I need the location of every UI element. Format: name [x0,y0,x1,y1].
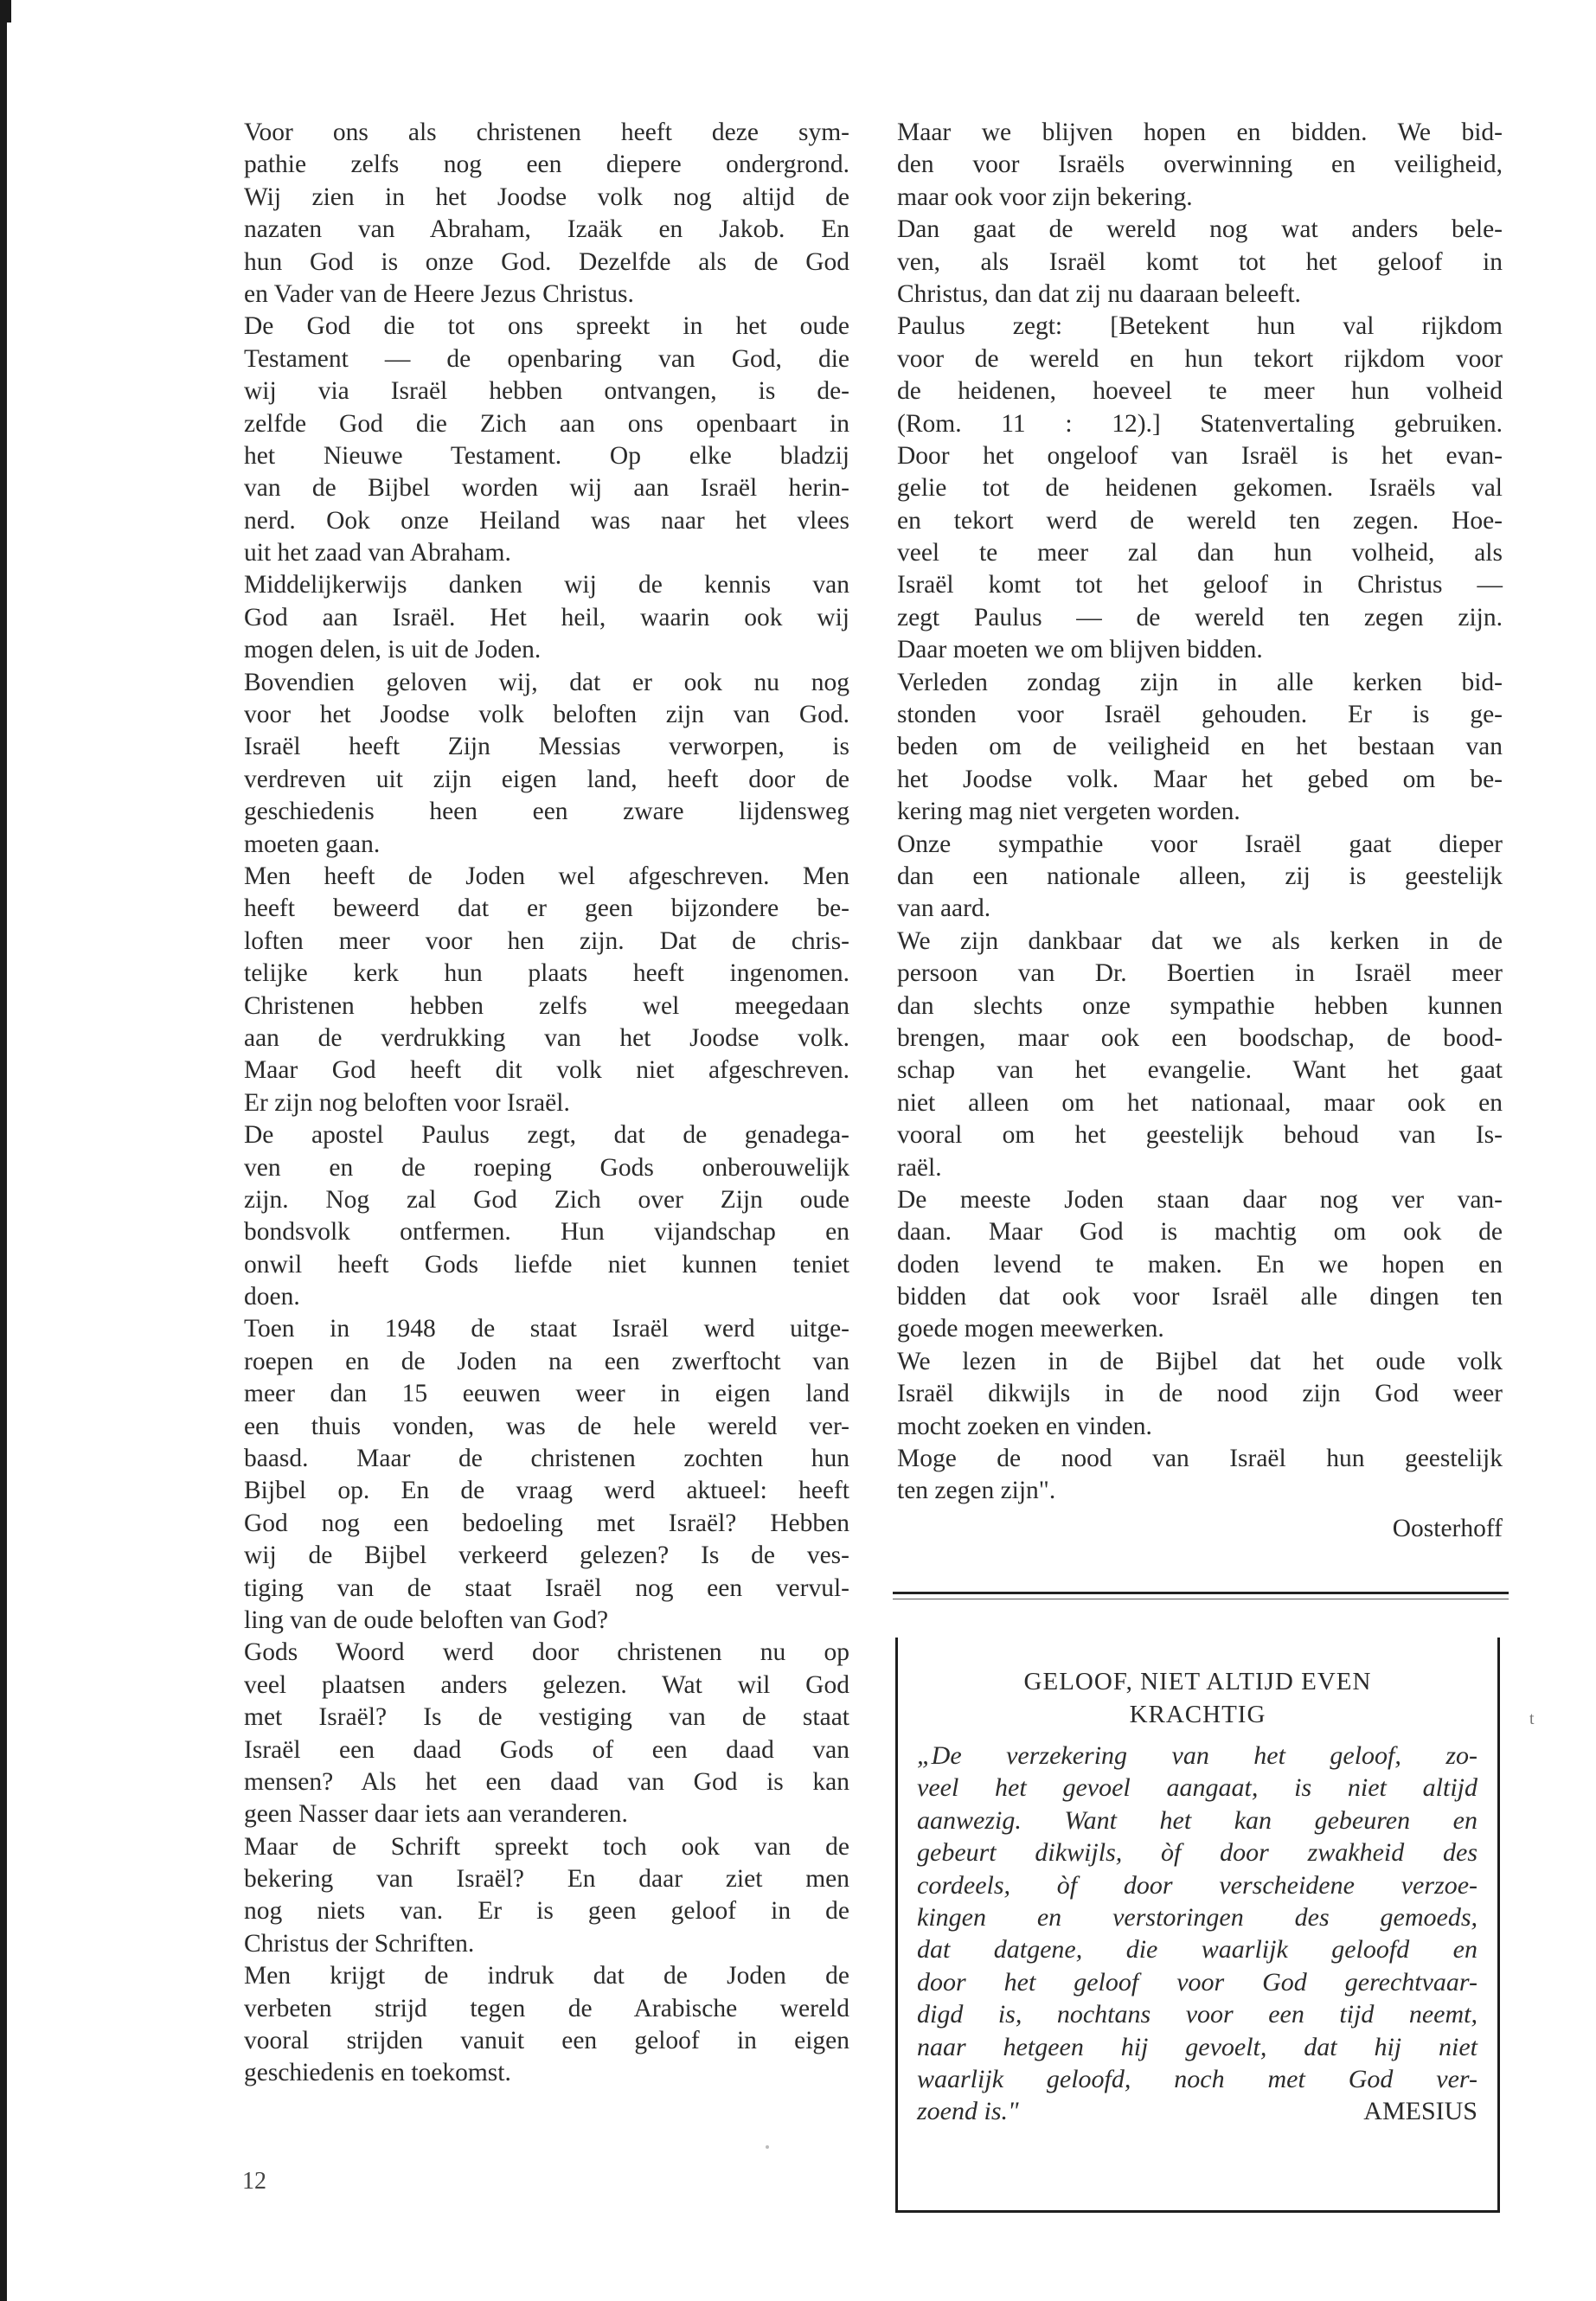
right-column-line: dan een nationale alleen, zij is geestelijk [897,862,1503,890]
left-column-line: roepen en de Joden na een zwerftocht van [244,1347,849,1375]
left-column-line: Gods Woord werd door christenen nu op [244,1638,849,1667]
left-column-line: nerd. Ook onze Heiland was naar het vlees [244,506,849,535]
left-column-line: pathie zelfs nog een diepere ondergrond. [244,151,849,179]
right-column-line: niet alleen om het nationaal, maar ook en [897,1088,1503,1117]
left-column-line: geschiedenis en toekomst. [244,2059,511,2087]
right-column-line: Daar moeten we om blijven bidden. [897,636,1263,664]
article-column-left [244,117,849,2090]
right-column-line: schap van het evangelie. Want het gaat [897,1056,1503,1085]
left-column-line: een thuis vonden, was de hele wereld ver- [244,1412,849,1440]
left-column-line: heeft beweerd dat er geen bijzondere be- [244,894,849,923]
right-column-line: beden om de veiligheid en het bestaan van [897,733,1503,761]
left-column-line: bekering van Israël? En daar ziet men [244,1865,849,1894]
right-column-line: de heidenen, hoeveel te meer hun volheid [897,377,1503,406]
right-column-line: ven, als Israël komt tot het geloof in [897,247,1503,276]
right-column-line: mocht zoeken en vinden. [897,1412,1152,1440]
left-column-line: Toen in 1948 de staat Israël werd uitge- [244,1315,849,1343]
right-column-line: het Joodse volk. Maar het gebed om be- [897,765,1503,793]
right-column-line: Door het ongeloof van Israël is het evan- [897,441,1503,470]
left-column-line: van de Bijbel worden wij aan Israël herin- [244,474,849,503]
left-column-line: doen. [244,1283,300,1311]
quote-box-title [898,1665,1497,1731]
left-column-line: bondsvolk ontfermen. Hun vijandschap en [244,1218,849,1247]
left-column-line: uit het zaad van Abraham. [244,539,511,567]
left-column-line: verdreven uit zijn eigen land, heeft door de [244,765,849,793]
quote-line: door het geloof voor God gerechtvaar- [917,1967,1477,1997]
right-column-line: stonden voor Israël gehouden. Er is ge- [897,701,1503,729]
separator-rule-thick [893,1592,1509,1594]
left-column-line: geen Nasser daar iets aan veranderen. [244,1800,628,1829]
right-column-line: zegt Paulus — de wereld ten zegen zijn. [897,603,1503,631]
left-column-line: De apostel Paulus zegt, dat de genadega- [244,1121,849,1150]
left-column-line: Bovendien geloven wij, dat er ook nu nog [244,668,849,696]
left-column-line: geschiedenis heen een zware lijdensweg [244,798,849,826]
left-column-line: aan de verdrukking van het Joodse volk. [244,1023,849,1052]
right-column-line: De meeste Joden staan daar nog ver van- [897,1185,1503,1214]
left-column-line: Bijbel op. En de vraag werd aktueel: heeft [244,1477,849,1505]
left-column-line: Middelijkerwijs danken wij de kennis van [244,571,849,599]
left-column-line: veel plaatsen anders gelezen. Wat wil God [244,1670,849,1699]
quote-line: „De verzekering van het geloof, zo- [917,1741,1477,1770]
right-column-line: vooral om het geestelijk behoud van Is- [897,1121,1503,1150]
left-column-line: ven en de roeping Gods onberouwelijk [244,1153,849,1182]
left-column-line: verbeten strijd tegen de Arabische wereld [244,1994,849,2022]
stray-mark: t [1529,1709,1535,1728]
right-column-line: goede mogen meewerken. [897,1315,1164,1343]
left-column-line: Christus der Schriften. [244,1929,475,1958]
quote-line: waarlijk geloofd, noch met God ver- [917,2064,1477,2093]
quote-author: AMESIUS [1363,2097,1477,2126]
left-column-line: Israël een daad Gods of een daad van [244,1735,849,1764]
left-column-line: met Israël? Is de vestiging van de staat [244,1703,849,1732]
quote-line: gebeurt dikwijls, òf door zwakheid des [917,1838,1477,1868]
print-speck [766,2145,769,2149]
left-column-line: God aan Israël. Het heil, waarin ook wij [244,603,849,631]
quote-line: aanwezig. Want het kan gebeuren en [917,1805,1477,1835]
binding-edge [0,0,7,2301]
right-column-line: Maar we blijven hopen en bidden. We bid- [897,119,1503,146]
left-column-line: zijn. Nog zal God Zich over Zijn oude [244,1185,849,1214]
quote-line: cordeels, òf door verscheidene verzoe- [917,1870,1477,1900]
left-column-line: vooral strijden vanuit een geloof in eigen [244,2027,849,2055]
left-column-line: ling van de oude beloften van God? [244,1606,609,1634]
left-column-line: Israël heeft Zijn Messias verworpen, is [244,733,849,761]
right-column-line: Israël komt tot het geloof in Christus — [897,571,1503,599]
quote-last-words: zoend is." [917,2097,1019,2126]
right-column-line: veel te meer zal dan hun volheid, als [897,539,1503,567]
left-column-line: mensen? Als het een daad van God is kan [244,1767,849,1796]
left-column-line: wij de Bijbel verkeerd gelezen? Is de ves- [244,1541,849,1570]
binding-edge-notch [7,0,11,22]
right-column-line: Paulus zegt: [Betekent hun val rijkdom [897,312,1503,341]
left-column-line: Voor ons als christenen heeft deze sym- [244,119,849,146]
left-column-line: De God die tot ons spreekt in het oude [244,312,849,341]
right-column-line: en tekort werd de wereld ten zegen. Hoe- [897,506,1503,535]
right-column-line: Moge de nood van Israël hun geestelijk [897,1445,1503,1473]
left-column-line: Maar God heeft dit volk niet afgeschreven. [244,1056,849,1085]
right-column-line: Dan gaat de wereld nog wat anders bele- [897,215,1503,244]
right-column-line: Israël dikwijls in de nood zijn God weer [897,1380,1503,1408]
right-column-line: Onze sympathie voor Israël gaat dieper [897,830,1503,858]
right-column-line: den voor Israëls overwinning en veiligheid, [897,151,1503,179]
article-column-right [897,117,1503,1545]
right-column-line: ten zegen zijn". [897,1477,1056,1505]
right-column-line: dan slechts onze sympathie hebben kunnen [897,991,1503,1020]
left-column-line: nog niets van. Er is geen geloof in de [244,1897,849,1926]
left-column-line: Men heeft de Joden wel afgeschreven. Men [244,862,849,890]
quote-line: kingen en verstoringen des gemoeds, [917,1902,1477,1932]
left-column-line: moeten gaan. [244,830,381,858]
left-column-line: God nog een bedoeling met Israël? Hebben [244,1509,849,1537]
right-column-line: We zijn dankbaar dat we als kerken in de [897,926,1503,955]
right-column-line: raël. [897,1153,942,1182]
right-column-line: voor de wereld en hun tekort rijkdom voor [897,344,1503,373]
right-column-line: bidden dat ook voor Israël alle dingen ten [897,1283,1503,1311]
quote-box [895,1638,1500,2213]
left-column-line: zelfde God die Zich aan ons openbaart in [244,409,849,438]
left-column-line: het Nieuwe Testament. Op elke bladzij [244,441,849,470]
left-column-line: en Vader van de Heere Jezus Christus. [244,279,634,308]
right-column-line: We lezen in de Bijbel dat het oude volk [897,1347,1503,1375]
left-column-line: wij via Israël hebben ontvangen, is de- [244,377,849,406]
left-column-line: hun God is onze God. Dezelfde als de God [244,247,849,276]
right-column-line: maar ook voor zijn bekering. [897,183,1193,211]
article-signature: Oosterhoff [1392,1514,1503,1542]
left-column-line: Testament — de openbaring van God, die [244,344,849,373]
right-column-line: Christus, dan dat zij nu daaraan beleeft. [897,279,1301,308]
left-column-line: Er zijn nog beloften voor Israël. [244,1088,570,1117]
left-column-line: baasd. Maar de christenen zochten hun [244,1445,849,1473]
left-column-line: Wij zien in het Joodse volk nog altijd de [244,183,849,211]
quote-box-title-line-2: KRACHTIG [1129,1701,1266,1728]
quote-line: naar hetgeen hij gevoelt, dat hij niet [917,2032,1477,2061]
right-column-line: (Rom. 11 : 12).] Statenvertaling gebruiken. [897,409,1503,438]
quote-box-title-line-1: GELOOF, NIET ALTIJD EVEN [1023,1668,1372,1695]
left-column-line: Christenen hebben zelfs wel meegedaan [244,991,849,1020]
right-column-line: gelie tot de heidenen gekomen. Israëls val [897,474,1503,503]
right-column-line: van aard. [897,894,991,923]
right-column-line: persoon van Dr. Boertien in Israël meer [897,959,1503,988]
left-column-line: Men krijgt de indruk dat de Joden de [244,1962,849,1990]
left-column-line: loften meer voor hen zijn. Dat de chris- [244,926,849,955]
left-column-line: telijke kerk hun plaats heeft ingenomen. [244,959,849,988]
left-column-line: tiging van de staat Israël nog een vervul- [244,1574,849,1602]
right-column-line: daan. Maar God is machtig om ook de [897,1218,1503,1247]
left-column-line: onwil heeft Gods liefde niet kunnen teniet [244,1250,849,1279]
right-column-line: Verleden zondag zijn in alle kerken bid- [897,668,1503,696]
right-column-line: kering mag niet vergeten worden. [897,798,1240,826]
left-column-line: voor het Joodse volk beloften zijn van God. [244,701,849,729]
left-column-line: mogen delen, is uit de Joden. [244,636,542,664]
left-column-line: Maar de Schrift spreekt toch ook van de [244,1832,849,1861]
quote-line: digd is, nochtans voor een tijd neemt, [917,2000,1477,2029]
right-column-line: brengen, maar ook een boodschap, de bood- [897,1023,1503,1052]
quote-line: veel het gevoel aangaat, is niet altijd [917,1773,1477,1803]
quote-line-final [917,2095,1477,2127]
quote-box-text [917,1740,1477,2128]
page-number: 12 [242,2168,266,2195]
right-column-line: doden levend te maken. En we hopen en [897,1250,1503,1279]
quote-line: dat datgene, die waarlijk geloofd en [917,1935,1477,1965]
left-column-line: nazaten van Abraham, Izaäk en Jakob. En [244,215,849,244]
left-column-line: meer dan 15 eeuwen weer in eigen land [244,1380,849,1408]
